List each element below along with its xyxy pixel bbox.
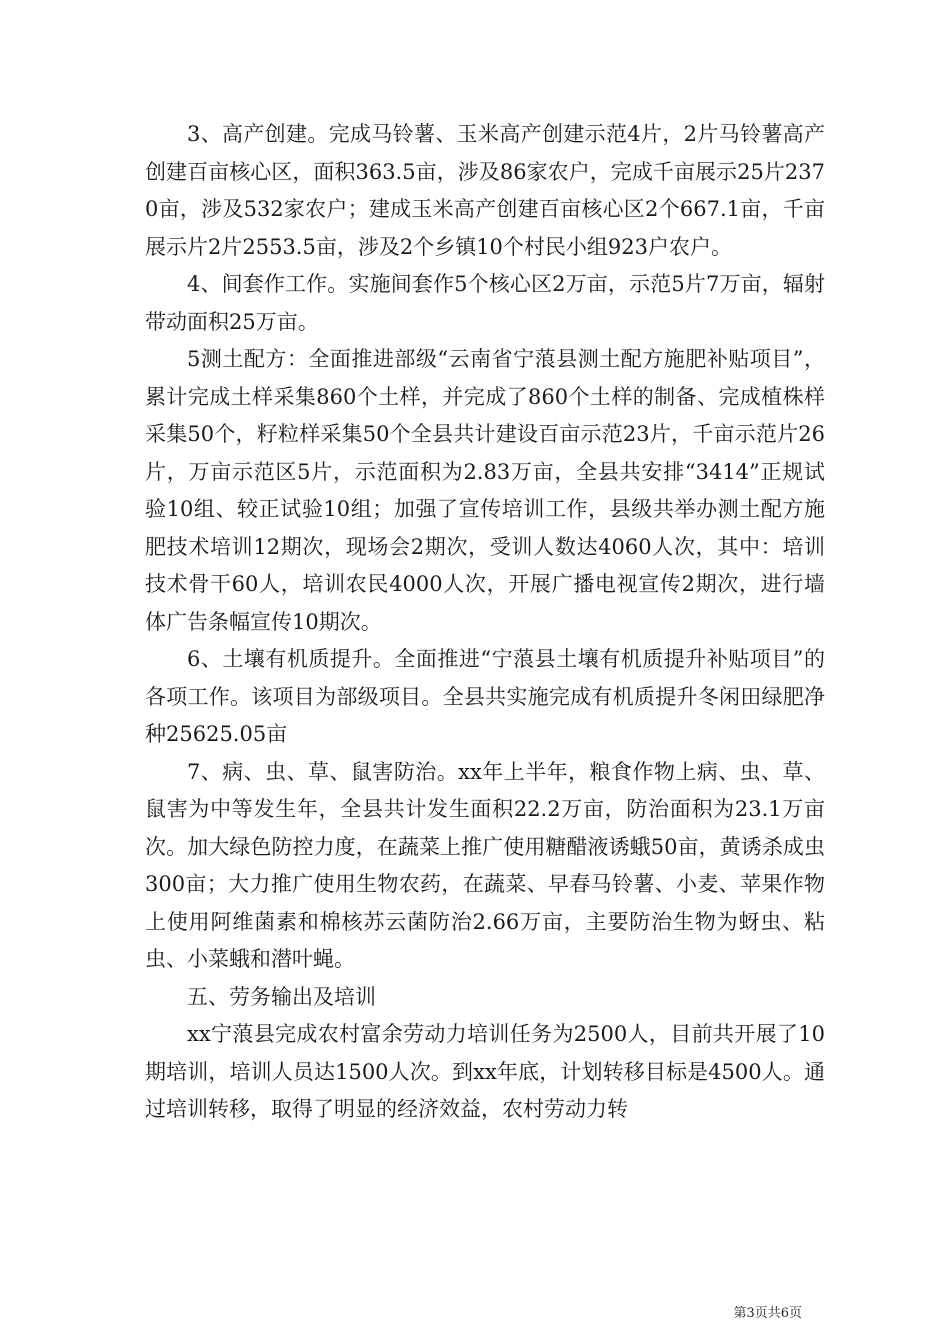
page-number: 第3页共6页 bbox=[733, 1306, 802, 1321]
paragraph-intercropping: 4、间套作工作。实施间套作5个核心区2万亩，示范5片7万亩，辐射带动面积25万亩。 bbox=[145, 272, 825, 334]
paragraph-labor-training: xx宁蒗县完成农村富余劳动力培训任务为2500人，目前共开展了10期培训，培训人员达1500人次。到xx年底，计划转移目标是4500人。通过培训转移，取得了明显的经济效益，农村劳动力转 bbox=[145, 1022, 825, 1121]
document-body bbox=[145, 116, 825, 1129]
paragraph-soil-testing: 5测土配方：全面推进部级“云南省宁蒗县测土配方施肥补贴项目”，累计完成土样采集860个土样，并完成了860个土样的制备、完成植株样采集50个，籽粒样采集50个全县共计建设百亩示范23片，千亩示范片26片，万亩示范区5片，示范面积为2.83万亩，全县共安排“3414”正规试验10组、较正试验10组；加强了宣传培训工作，县级共举办测土配方施肥技术培训12期次，现场会2期次，受训人数达4060人次，其中：培训技术骨干60人，培训农民4000人次，开展广播电视宣传2期次，进行墙体广告条幅宣传10期次。 bbox=[145, 347, 825, 634]
section-heading-labor: 五、劳务输出及培训 bbox=[187, 984, 376, 1009]
paragraph-pest-control: 7、病、虫、草、鼠害防治。xx年上半年，粮食作物上病、虫、草、鼠害为中等发生年，全县共计发生面积22.2万亩，防治面积为23.1万亩次。加大绿色防控力度，在蔬菜上推广使用糖醋液诱蛾50亩，黄诱杀成虫300亩；大力推广使用生物农药，在蔬菜、早春马铃薯、小麦、苹果作物上使用阿维菌素和棉核苏云菌防治2.66万亩，主要防治生物为蚜虫、粘虫、小菜蛾和潜叶蝇。 bbox=[145, 759, 825, 971]
paragraph-high-yield: 3、高产创建。完成马铃薯、玉米高产创建示范4片，2片马铃薯高产创建百亩核心区，面积363.5亩，涉及86家农户，完成千亩展示25片2370亩，涉及532家农户；建成玉米高产创建百亩核心区2个667.1亩，千亩展示片2片2553.5亩，涉及2个乡镇10个村民小组923户农户。 bbox=[145, 122, 825, 259]
paragraph-organic-matter: 6、土壤有机质提升。全面推进“宁蒗县土壤有机质提升补贴项目”的各项工作。该项目为部级项目。全县共实施完成有机质提升冬闲田绿肥净种25625.05亩 bbox=[145, 647, 825, 746]
